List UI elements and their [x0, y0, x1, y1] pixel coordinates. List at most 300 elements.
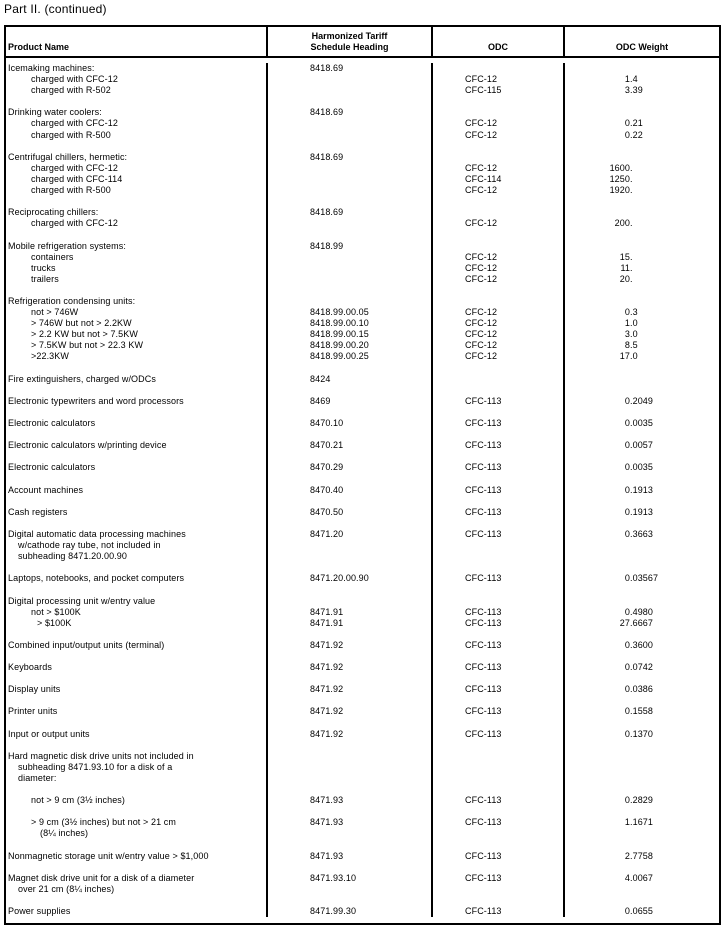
weight-cell: [565, 706, 719, 717]
column-header-hts-heading: [266, 27, 431, 56]
row-spacer: [268, 141, 431, 152]
weight-integer: 0: [624, 395, 630, 406]
product-cell: charged with R-502: [31, 85, 111, 96]
product-cell: charged with CFC-12: [31, 218, 118, 229]
row-spacer: [565, 806, 719, 817]
row-spacer: [6, 429, 266, 440]
weight-integer: 1250: [609, 173, 630, 184]
row-spacer: [565, 740, 719, 751]
row-spacer: [6, 229, 266, 240]
weight-fraction: .0386: [630, 684, 654, 695]
odc-cell: CFC-113: [465, 906, 502, 917]
product-cell: Reciprocating chillers:: [8, 207, 99, 218]
hts-cell: 8471.93: [310, 817, 344, 828]
table-body: [6, 58, 719, 923]
row-spacer: [433, 363, 563, 374]
odc-cell: CFC-113: [465, 817, 502, 828]
weight-cell: [565, 374, 719, 385]
weight-cell: [565, 351, 719, 362]
row-spacer: [6, 584, 266, 595]
weight-cell: [565, 440, 719, 451]
weight-fraction: .0067: [630, 872, 654, 883]
odc-cell: [433, 884, 563, 895]
product-cell: Electronic calculators: [8, 462, 96, 473]
row-spacer: [565, 673, 719, 684]
odc-cell: CFC-113: [465, 462, 502, 473]
row-spacer: [6, 629, 266, 640]
odc-cell: CFC-113: [465, 617, 502, 628]
row-spacer: [6, 562, 266, 573]
odc-cell: [433, 152, 563, 163]
row-spacer: [433, 629, 563, 640]
weight-fraction: .: [630, 173, 633, 184]
row-spacer: [565, 651, 719, 662]
row-spacer: [268, 784, 431, 795]
hts-cell: [268, 263, 431, 274]
weight-integer: 1: [624, 74, 630, 85]
row-spacer: [6, 518, 266, 529]
product-cell: Electronic typewriters and word processors: [8, 395, 184, 406]
weight-fraction: .6667: [630, 617, 654, 628]
weight-integer: 0: [624, 662, 630, 673]
weight-cell: [565, 485, 719, 496]
odc-cell: [433, 207, 563, 218]
weight-cell: [565, 507, 719, 518]
odc-cell: CFC-113: [465, 728, 502, 739]
product-cell: diameter:: [18, 773, 57, 783]
row-spacer: [268, 629, 431, 640]
product-cell: Account machines: [8, 484, 84, 495]
odc-cell: CFC-12: [465, 118, 498, 129]
row-spacer: [268, 407, 431, 418]
product-cell: Magnet disk drive unit for a disk of a diameter: [8, 872, 195, 883]
weight-cell: [565, 185, 719, 196]
odc-cell: [433, 374, 563, 385]
row-spacer: [268, 651, 431, 662]
row-spacer: [6, 840, 266, 851]
product-cell: trucks: [31, 262, 56, 273]
weight-integer: 0: [624, 706, 630, 717]
weight-cell: [565, 906, 719, 917]
weight-integer: 1: [624, 817, 630, 828]
row-spacer: [565, 407, 719, 418]
row-spacer: [565, 695, 719, 706]
weight-cell: [565, 540, 719, 551]
weight-fraction: .1913: [630, 484, 654, 495]
hts-cell: 8418.99.00.05: [310, 307, 369, 318]
weight-fraction: .7758: [630, 850, 654, 861]
hts-cell: 8470.21: [310, 440, 344, 451]
tariff-table: [4, 25, 721, 925]
row-spacer: [433, 407, 563, 418]
hts-cell: [268, 296, 431, 307]
odc-cell: CFC-12: [465, 307, 498, 318]
weight-integer: 27: [619, 617, 630, 628]
weight-integer: 0: [624, 129, 630, 140]
product-cell: (8¼ inches): [40, 828, 89, 839]
weight-cell: [565, 873, 719, 884]
row-spacer: [433, 584, 563, 595]
odc-cell: CFC-12: [465, 162, 498, 173]
weight-cell: [565, 252, 719, 263]
weight-cell: [565, 884, 719, 895]
weight-fraction: .5: [630, 340, 638, 351]
odc-cell: [433, 107, 563, 118]
weight-cell: [565, 296, 719, 307]
product-cell: > $100K: [37, 617, 72, 628]
row-spacer: [6, 285, 266, 296]
row-spacer: [433, 285, 563, 296]
odc-cell: CFC-113: [465, 872, 502, 883]
odc-cell: CFC-12: [465, 340, 498, 351]
row-spacer: [565, 496, 719, 507]
row-spacer: [6, 385, 266, 396]
weight-integer: 1: [624, 318, 630, 329]
row-spacer: [433, 695, 563, 706]
product-cell: trailers: [31, 273, 59, 284]
weight-integer: 15: [619, 251, 630, 262]
weight-cell: [565, 218, 719, 229]
weight-fraction: .0655: [630, 906, 654, 917]
odc-cell: CFC-113: [465, 606, 502, 617]
hts-cell: [268, 252, 431, 263]
hts-cell: 8418.99.00.25: [310, 351, 369, 362]
row-spacer: [565, 562, 719, 573]
odc-cell: CFC-114: [465, 173, 502, 184]
table-header-row: [6, 27, 719, 58]
row-spacer: [565, 840, 719, 851]
product-cell: subheading 8471.93.10 for a disk of a: [18, 761, 173, 772]
hts-cell: 8418.69: [310, 151, 344, 162]
row-spacer: [565, 784, 719, 795]
weight-cell: [565, 851, 719, 862]
row-spacer: [565, 895, 719, 906]
weight-cell: [565, 85, 719, 96]
weight-fraction: .39: [630, 85, 643, 96]
odc-cell: [433, 241, 563, 252]
weight-fraction: .0: [630, 318, 638, 329]
product-cell: Refrigeration condensing units:: [8, 295, 136, 306]
hts-cell: 8471.91: [310, 606, 344, 617]
weight-cell: [565, 130, 719, 141]
weight-cell: [565, 152, 719, 163]
row-spacer: [565, 718, 719, 729]
weight-fraction: .: [630, 162, 633, 173]
weight-cell: [565, 107, 719, 118]
row-spacer: [565, 451, 719, 462]
weight-cell: [565, 74, 719, 85]
weight-cell: [565, 662, 719, 673]
header-label: ODC Weight: [615, 41, 669, 52]
weight-fraction: .3600: [630, 639, 654, 650]
row-spacer: [433, 806, 563, 817]
row-spacer: [268, 895, 431, 906]
odc-cell: [433, 828, 563, 839]
hts-cell: [268, 118, 431, 129]
hts-cell: [268, 751, 431, 762]
weight-fraction: .1558: [630, 706, 654, 717]
row-spacer: [565, 584, 719, 595]
header-label: Harmonized Tariff: [311, 31, 388, 41]
row-spacer: [268, 496, 431, 507]
hts-cell: 8418.69: [310, 63, 344, 73]
weight-fraction: .: [630, 273, 633, 284]
row-spacer: [433, 196, 563, 207]
row-spacer: [268, 385, 431, 396]
column-header-product-name: [6, 27, 266, 56]
weight-integer: 0: [624, 573, 630, 584]
weight-integer: 0: [624, 462, 630, 473]
odc-cell: [433, 551, 563, 562]
row-spacer: [433, 451, 563, 462]
row-spacer: [268, 473, 431, 484]
product-cell: w/cathode ray tube, not included in: [18, 540, 161, 551]
hts-cell: 8471.92: [310, 684, 344, 695]
odc-cell: CFC-113: [465, 506, 502, 517]
column-odc: [431, 63, 563, 917]
header-label: Schedule Heading: [310, 41, 389, 52]
weight-cell: [565, 329, 719, 340]
product-cell: charged with CFC-12: [31, 118, 118, 129]
odc-cell: CFC-12: [465, 185, 498, 196]
odc-cell: CFC-113: [465, 662, 502, 673]
odc-cell: CFC-115: [465, 85, 502, 96]
weight-integer: 0: [624, 795, 630, 806]
row-spacer: [268, 562, 431, 573]
weight-cell: [565, 529, 719, 540]
row-spacer: [433, 473, 563, 484]
product-cell: Electronic calculators: [8, 418, 96, 428]
weight-fraction: .0742: [630, 662, 654, 673]
odc-cell: CFC-113: [465, 484, 502, 495]
weight-fraction: .2049: [630, 395, 654, 406]
weight-cell: [565, 640, 719, 651]
header-label: Product Name: [8, 41, 70, 52]
row-spacer: [268, 673, 431, 684]
column-header-odc: [431, 27, 563, 56]
hts-cell: 8471.20: [310, 528, 344, 539]
row-spacer: [6, 806, 266, 817]
weight-fraction: .0035: [630, 462, 654, 473]
product-cell: Power supplies: [8, 906, 71, 917]
product-cell: Mobile refrigeration systems:: [8, 240, 126, 251]
product-cell: Icemaking machines:: [8, 63, 95, 73]
product-cell: charged with CFC-12: [31, 162, 118, 173]
row-spacer: [268, 718, 431, 729]
hts-cell: [268, 274, 431, 285]
row-spacer: [6, 141, 266, 152]
weight-cell: [565, 63, 719, 74]
row-spacer: [268, 518, 431, 529]
weight-cell: [565, 729, 719, 740]
hts-cell: 8418.99.00.15: [310, 329, 369, 340]
hts-cell: 8470.50: [310, 506, 344, 517]
weight-integer: 0: [624, 606, 630, 617]
row-spacer: [565, 473, 719, 484]
weight-cell: [565, 773, 719, 784]
product-cell: Drinking water coolers:: [8, 107, 102, 118]
hts-cell: 8471.93: [310, 850, 344, 861]
hts-cell: 8470.29: [310, 462, 344, 473]
row-spacer: [6, 451, 266, 462]
hts-cell: 8471.92: [310, 728, 344, 739]
row-spacer: [565, 141, 719, 152]
hts-cell: [268, 130, 431, 141]
row-spacer: [565, 385, 719, 396]
weight-integer: 0: [624, 484, 630, 495]
row-spacer: [268, 584, 431, 595]
weight-integer: 0: [624, 728, 630, 739]
weight-cell: [565, 418, 719, 429]
hts-cell: 8418.69: [310, 207, 344, 218]
hts-cell: 8470.40: [310, 484, 344, 495]
row-spacer: [6, 96, 266, 107]
product-cell: Display units: [8, 684, 61, 695]
odc-cell: CFC-12: [465, 262, 498, 273]
odc-cell: CFC-12: [465, 74, 498, 85]
row-spacer: [6, 363, 266, 374]
hts-cell: [268, 540, 431, 551]
product-cell: Nonmagnetic storage unit w/entry value > $1,000: [8, 850, 209, 861]
weight-fraction: .4: [630, 74, 638, 85]
row-spacer: [433, 496, 563, 507]
row-spacer: [268, 229, 431, 240]
hts-cell: 8469: [310, 395, 331, 406]
weight-cell: [565, 340, 719, 351]
hts-cell: 8418.99.00.10: [310, 318, 369, 329]
weight-cell: [565, 751, 719, 762]
row-spacer: [6, 695, 266, 706]
row-spacer: [565, 196, 719, 207]
odc-cell: CFC-12: [465, 218, 498, 229]
hts-cell: [268, 85, 431, 96]
row-spacer: [6, 784, 266, 795]
product-cell: Digital automatic data processing machines: [8, 528, 186, 539]
hts-cell: [268, 762, 431, 773]
weight-fraction: .: [630, 218, 633, 229]
product-cell: Cash registers: [8, 506, 68, 517]
weight-cell: [565, 163, 719, 174]
column-product-name: [6, 63, 266, 917]
row-spacer: [6, 496, 266, 507]
weight-integer: 2: [624, 850, 630, 861]
row-spacer: [433, 385, 563, 396]
weight-integer: 0: [624, 440, 630, 451]
odc-cell: CFC-113: [465, 528, 502, 539]
row-spacer: [433, 518, 563, 529]
hts-cell: [268, 174, 431, 185]
hts-cell: [268, 185, 431, 196]
product-cell: Combined input/output units (terminal): [8, 639, 165, 650]
product-cell: Digital processing unit w/entry value: [8, 595, 156, 606]
product-cell: Printer units: [8, 706, 58, 717]
row-spacer: [433, 718, 563, 729]
weight-integer: 0: [624, 307, 630, 318]
odc-cell: [433, 773, 563, 784]
page-title: Part II. (continued): [4, 2, 107, 16]
hts-cell: 8471.92: [310, 662, 344, 673]
hts-cell: 8470.10: [310, 418, 344, 428]
weight-cell: [565, 573, 719, 584]
row-spacer: [433, 840, 563, 851]
hts-cell: 8471.93.10: [310, 872, 357, 883]
odc-cell: CFC-113: [465, 395, 502, 406]
weight-integer: 20: [619, 273, 630, 284]
weight-cell: [565, 396, 719, 407]
product-cell: Electronic calculators w/printing device: [8, 440, 167, 451]
row-spacer: [6, 718, 266, 729]
header-label: ODC: [488, 41, 508, 52]
product-cell: not > 9 cm (3½ inches): [31, 795, 125, 806]
weight-integer: 3: [624, 85, 630, 96]
product-cell: not > 746W: [31, 307, 79, 318]
product-cell: containers: [31, 251, 74, 262]
product-cell: > 9 cm (3½ inches) but not > 21 cm: [31, 817, 176, 828]
row-spacer: [433, 784, 563, 795]
weight-fraction: .: [630, 185, 633, 196]
odc-cell: CFC-12: [465, 251, 498, 262]
row-spacer: [268, 840, 431, 851]
weight-cell: [565, 274, 719, 285]
row-spacer: [433, 862, 563, 873]
weight-fraction: .0035: [630, 418, 654, 428]
weight-integer: 0: [624, 506, 630, 517]
weight-fraction: .1913: [630, 506, 654, 517]
odc-cell: [433, 296, 563, 307]
product-cell: > 7.5KW but not > 22.3 KW: [31, 340, 144, 351]
weight-integer: 3: [624, 329, 630, 340]
product-cell: Centrifugal chillers, hermetic:: [8, 151, 128, 162]
row-spacer: [433, 651, 563, 662]
weight-cell: [565, 817, 719, 828]
hts-cell: 8471.92: [310, 639, 344, 650]
odc-cell: CFC-12: [465, 273, 498, 284]
odc-cell: CFC-12: [465, 129, 498, 140]
row-spacer: [268, 451, 431, 462]
weight-fraction: .1671: [630, 817, 654, 828]
row-spacer: [433, 673, 563, 684]
weight-integer: 8: [624, 340, 630, 351]
product-cell: charged with R-500: [31, 129, 111, 140]
hts-cell: 8471.99.30: [310, 906, 357, 917]
weight-fraction: .22: [630, 129, 643, 140]
row-spacer: [565, 862, 719, 873]
weight-integer: 0: [624, 639, 630, 650]
hts-cell: 8424: [310, 373, 331, 384]
hts-cell: [268, 218, 431, 229]
row-spacer: [433, 96, 563, 107]
weight-integer: 200: [614, 218, 630, 229]
hts-cell: [268, 773, 431, 784]
weight-fraction: .3663: [630, 528, 654, 539]
product-cell: Fire extinguishers, charged w/ODCs: [8, 373, 156, 384]
product-cell: Keyboards: [8, 662, 52, 673]
row-spacer: [433, 429, 563, 440]
row-spacer: [565, 96, 719, 107]
odc-cell: [433, 751, 563, 762]
row-spacer: [6, 895, 266, 906]
row-spacer: [268, 285, 431, 296]
weight-integer: 0: [624, 418, 630, 428]
weight-integer: 0: [624, 906, 630, 917]
weight-fraction: .: [630, 251, 633, 262]
row-spacer: [268, 806, 431, 817]
row-spacer: [565, 229, 719, 240]
weight-fraction: .1370: [630, 728, 654, 739]
row-spacer: [268, 695, 431, 706]
row-spacer: [6, 651, 266, 662]
row-spacer: [6, 862, 266, 873]
